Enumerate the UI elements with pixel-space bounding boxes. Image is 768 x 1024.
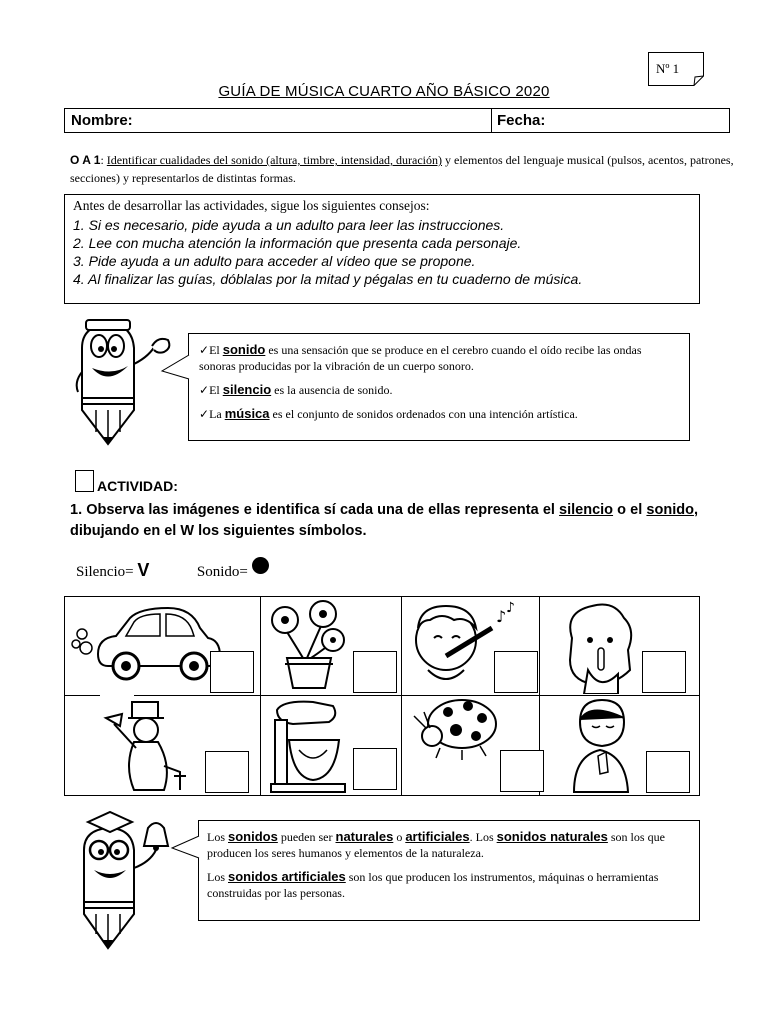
bubble-tail — [160, 355, 190, 385]
definitions-bubble — [188, 333, 690, 441]
sound-legend-label: Sonido= — [196, 564, 248, 580]
tips-box — [64, 194, 700, 304]
silence-symbol: V — [137, 560, 150, 580]
activity-checkbox[interactable] — [75, 470, 94, 492]
child-shushing-icon — [558, 600, 648, 694]
answer-box[interactable] — [646, 751, 690, 793]
name-label: Nombre: — [71, 112, 133, 129]
image-cell-ladybug — [402, 696, 539, 796]
answer-box[interactable] — [494, 651, 538, 693]
tip-item: 4. Al finalizar las guías, dóblalas por la mitad y pégalas en tu cuaderno de música. — [73, 271, 583, 287]
child-praying-icon — [560, 696, 650, 796]
ladybug-icon — [406, 696, 502, 766]
image-cell-flower — [261, 596, 401, 696]
image-grid — [64, 596, 700, 796]
date-label: Fecha: — [497, 112, 546, 129]
image-cell-shush — [540, 596, 700, 696]
answer-box[interactable] — [353, 748, 397, 790]
svg-text:♪: ♪ — [496, 607, 507, 626]
image-cell-mixer — [261, 696, 401, 796]
natural-artificial-paragraph-2: Los sonidos artificiales son los que producen los instrumentos, máquinas o herramientas construidas por las personas. — [207, 869, 659, 900]
silence-legend-label: Silencio= — [76, 564, 134, 580]
activity-label: ACTIVIDAD: — [97, 478, 178, 494]
tips-intro: Antes de desarrollar las actividades, sigue los siguientes consejos: — [73, 198, 430, 213]
answer-box[interactable] — [210, 651, 254, 693]
svg-text:♪: ♪ — [506, 600, 515, 616]
tip-item: 1. Si es necesario, pide ayuda a un adulto para leer las instrucciones. — [73, 217, 505, 233]
answer-box[interactable] — [642, 651, 686, 693]
page-title: GUÍA DE MÚSICA CUARTO AÑO BÁSICO 2020 — [218, 83, 550, 100]
worker-hammering-icon — [94, 696, 204, 796]
image-cell-flute — [402, 596, 539, 696]
tip-item: 2. Lee con mucha atención la información que presenta cada personaje. — [73, 235, 522, 251]
definition-musica: ✓La música es el conjunto de sonidos ordenados con una intención artística. — [199, 406, 578, 421]
natural-artificial-paragraph-1: Los sonidos pueden ser naturales o artificiales. Los sonidos naturales son los que producen los seres humanos y elementos de la naturaleza. — [207, 829, 665, 860]
filled-circle-icon — [252, 557, 269, 574]
image-cell-pray — [540, 696, 700, 796]
car-icon — [68, 600, 228, 690]
pencil-mascot-bell-icon — [70, 810, 182, 955]
natural-artificial-bubble — [198, 820, 700, 921]
image-cell-worker — [64, 696, 260, 796]
image-cell-car — [64, 596, 260, 696]
activity-question: 1. Observa las imágenes e identifica sí cada una de ellas representa el silencio o el sonido, dibujando en el W los siguientes símbolos. — [70, 502, 698, 539]
page-number: Nº 1 — [656, 61, 680, 76]
answer-box[interactable] — [205, 751, 249, 793]
symbol-legend — [76, 557, 269, 581]
flower-pot-icon — [263, 598, 353, 692]
name-date-row — [64, 108, 730, 133]
stand-mixer-icon — [263, 696, 353, 796]
answer-box[interactable] — [500, 750, 544, 792]
tip-item: 3. Pide ayuda a un adulto para acceder al vídeo que se propone. — [73, 253, 476, 269]
learning-objective: O A 1: Identificar cualidades del sonido (altura, timbre, intensidad, duración) y elementos del lenguaje musical (pulsos, acentos, patrones, secciones) y representarlos de distintas formas. — [70, 153, 734, 185]
definition-silencio: ✓El silencio es la ausencia de sonido. — [199, 382, 393, 397]
bubble-tail — [170, 836, 200, 866]
page-number-note — [648, 52, 704, 86]
definition-sonido: ✓El sonido es una sensación que se produce en el cerebro cuando el oído recibe las ondas sonoras producidas por la vibración de un cuerpo sonoro. — [199, 342, 642, 373]
answer-box[interactable] — [353, 651, 397, 693]
